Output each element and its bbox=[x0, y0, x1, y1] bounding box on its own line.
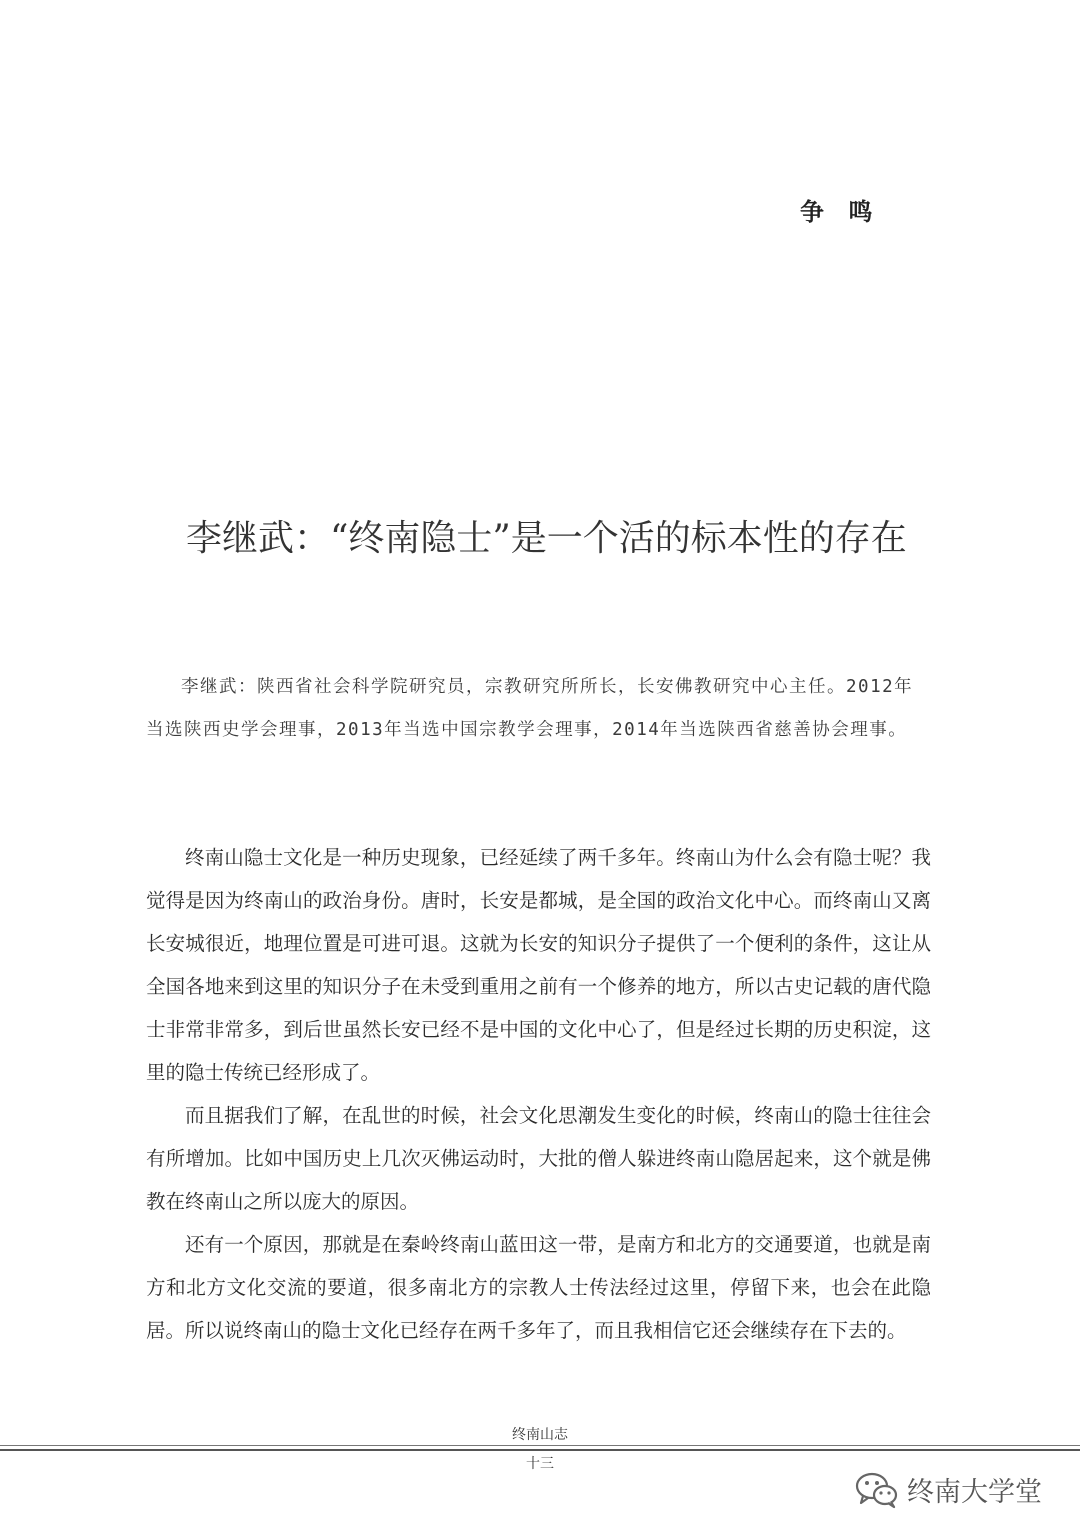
wechat-icon bbox=[855, 1471, 899, 1509]
watermark-text: 终南大学堂 bbox=[907, 1477, 1042, 1508]
section-label: 争 鸣 bbox=[800, 197, 881, 226]
watermark bbox=[855, 1470, 1042, 1509]
footer-journal-name: 终南山志 bbox=[512, 1427, 568, 1443]
footer-divider bbox=[0, 1445, 1080, 1446]
paragraph: 终南山隐士文化是一种历史现象，已经延续了两千多年。终南山为什么会有隐士呢？我觉得是因为终南山的政治身份。唐时，长安是都城，是全国的政治文化中心。而终南山又离长安城很近，地理位置是可进可退。这就为长安的知识分子提供了一个便利的条件，这让从全国各地来到这里的知识分子在未受到重用之前有一个修养的地方，所以古史记载的唐代隐士非常非常多，到后世虽然长安已经不是中国的文化中心了，但是经过长期的历史积淀，这里的隐士传统已经形成了。 bbox=[146, 846, 931, 1084]
article-body bbox=[146, 836, 931, 1352]
page-number: 十三 bbox=[526, 1456, 554, 1472]
author-bio bbox=[146, 666, 931, 752]
footer-divider bbox=[0, 1449, 1080, 1451]
article-title: 李继武：“终南隐士”是一个活的标本性的存在 bbox=[186, 518, 907, 559]
bio-text: 李继武：陕西省社会科学院研究员，宗教研究所所长，长安佛教研究中心主任。2012年当选陕西史学会理事，2013年当选中国宗教学会理事，2014年当选陕西省慈善协会理事。 bbox=[146, 677, 914, 740]
paragraph: 还有一个原因，那就是在秦岭终南山蓝田这一带，是南方和北方的交通要道，也就是南方和北方文化交流的要道，很多南北方的宗教人士传法经过这里，停留下来，也会在此隐居。所以说终南山的隐士文化已经存在两千多年了，而且我相信它还会继续存在下去的。 bbox=[146, 1233, 931, 1342]
paragraph: 而且据我们了解，在乱世的时候，社会文化思潮发生变化的时候，终南山的隐士往往会有所增加。比如中国历史上几次灭佛运动时，大批的僧人躲进终南山隐居起来，这个就是佛教在终南山之所以庞大的原因。 bbox=[146, 1104, 931, 1213]
